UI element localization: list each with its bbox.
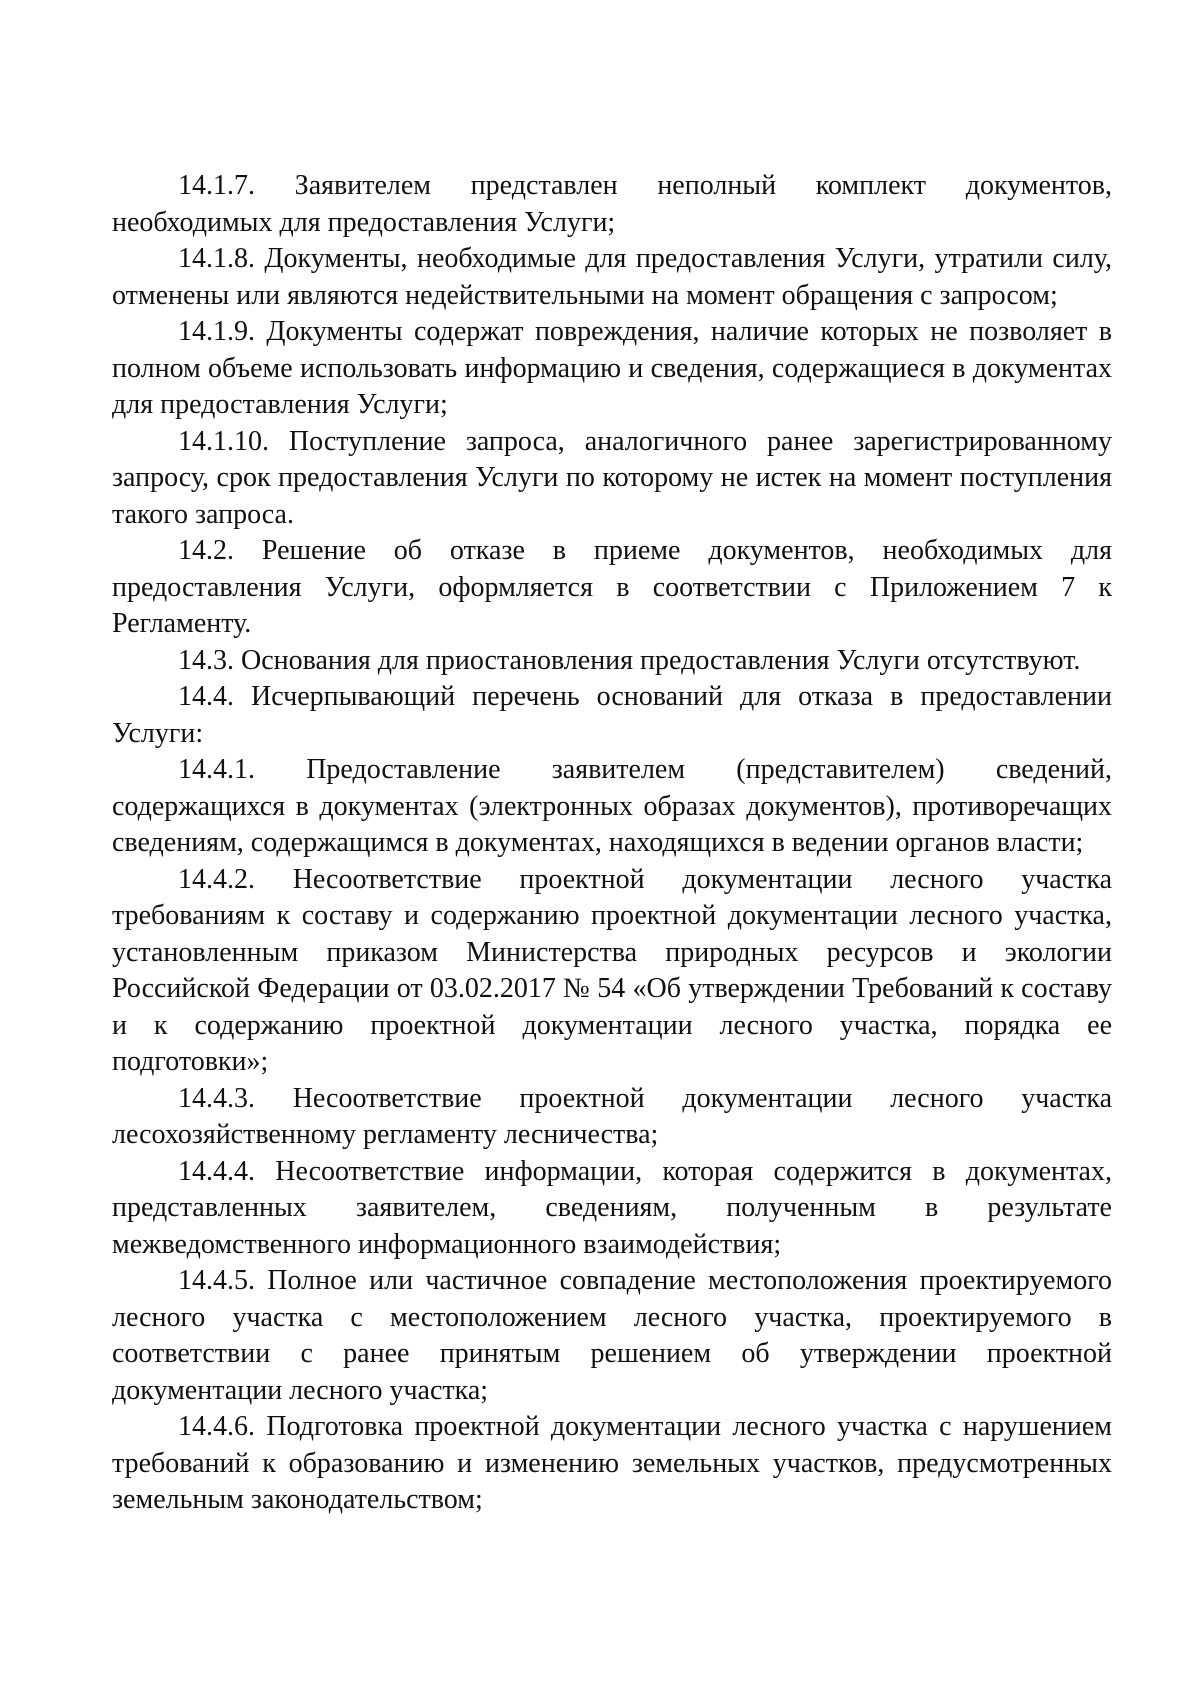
document-page [112, 168, 1112, 1519]
paragraph-14-1-10: 14.1.10. Поступление запроса, аналогичного ранее зарегистрированному запросу, срок предоставления Услуги по которому не истек на момент поступления такого запроса. [112, 425, 1112, 530]
paragraph-14-4-2: 14.4.2. Несоответствие проектной документации лесного участка требованиям к составу и содержанию проектной документации лесного участка, установленным приказом Министерства природных ресурсов и экологии Российской Федерации от 03.02.2017 № 54 «Об утверждении Требований к составу и к содержанию проектной документации лесного участка, порядка ее подготовки»; [112, 863, 1112, 1077]
paragraph-14-1-9: 14.1.9. Документы содержат повреждения, наличие которых не позволяет в полном объеме использовать информацию и сведения, содержащиеся в документах для предоставления Услуги; [112, 316, 1112, 420]
paragraph-14-2: 14.2. Решение об отказе в приеме документов, необходимых для предоставления Услуги, оформляется в соответствии с Приложением 7 к Регламенту. [112, 535, 1112, 639]
paragraph-14-3: 14.3. Основания для приостановления предоставления Услуги отсутствуют. [178, 644, 1081, 676]
paragraph-14-4-1: 14.4.1. Предоставление заявителем (представителем) сведений, содержащихся в документах (электронных образах документов), противоречащих сведениям, содержащимся в документах, находящихся в ведении органов власти; [112, 754, 1112, 858]
paragraph-14-4-3: 14.4.3. Несоответствие проектной документации лесного участка лесохозяйственному регламенту лесничества; [112, 1082, 1112, 1150]
paragraph-14-4-5: 14.4.5. Полное или частичное совпадение местоположения проектируемого лесного участка с местоположением лесного участка, проектируемого в соответствии с ранее принятым решением об утверждении проектной документации лесного участка; [112, 1265, 1112, 1406]
paragraph-14-4-4: 14.4.4. Несоответствие информации, которая содержится в документах, представленных заявителем, сведениям, полученным в результате межведомственного информационного взаимодействия; [112, 1155, 1112, 1260]
paragraph-14-4: 14.4. Исчерпывающий перечень оснований для отказа в предоставлении Услуги: [112, 681, 1112, 749]
paragraph-14-1-8: 14.1.8. Документы, необходимые для предоставления Услуги, утратили силу, отменены или являются недействительными на момент обращения с запросом; [112, 243, 1112, 311]
paragraph-14-1-7: 14.1.7. Заявителем представлен неполный комплект документов, необходимых для предоставления Услуги; [112, 170, 1112, 238]
paragraph-14-4-6: 14.4.6. Подготовка проектной документации лесного участка с нарушением требований к образованию и изменению земельных участков, предусмотренных земельным законодательством; [112, 1411, 1112, 1515]
